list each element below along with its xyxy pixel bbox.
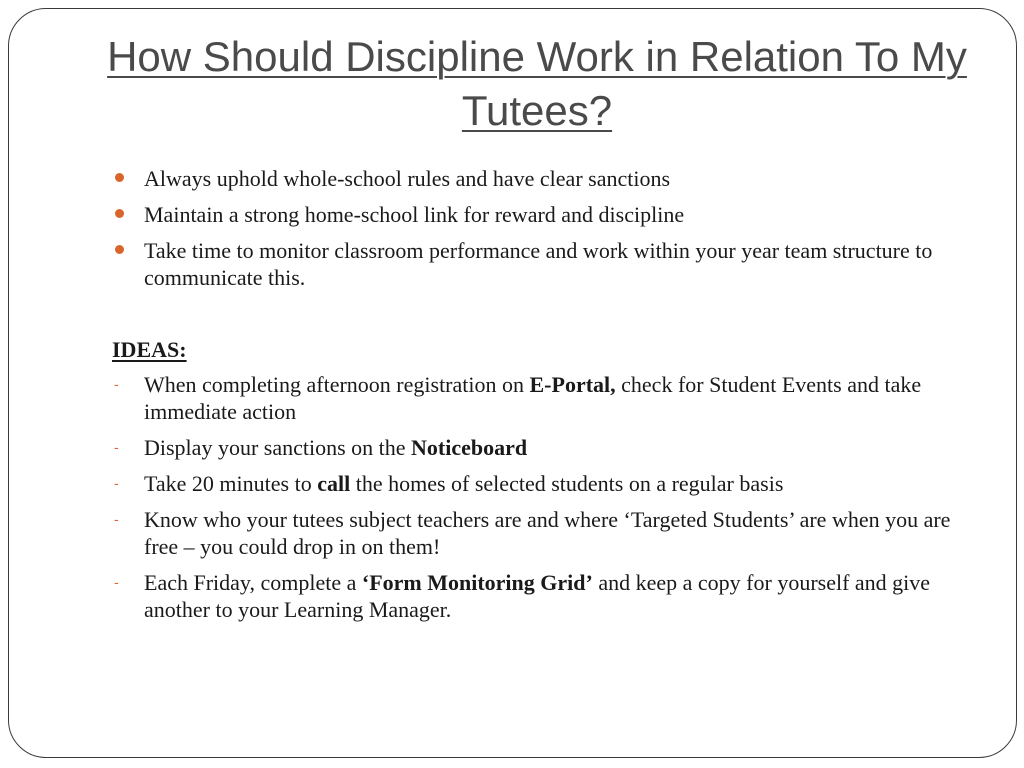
dash-bullet-icon: - [114, 511, 119, 527]
idea-text-pre: When completing afternoon registration on [144, 372, 530, 397]
ideas-list [112, 371, 962, 632]
bullet-item [112, 237, 962, 291]
idea-item [112, 434, 962, 461]
bullet-dot-icon [115, 209, 124, 218]
idea-item [112, 506, 962, 560]
idea-text-pre: Take 20 minutes to [144, 471, 318, 496]
bullet-text: Always uphold whole-school rules and have clear sanctions [144, 166, 671, 191]
bullet-list [112, 165, 962, 300]
idea-text-post: and keep a copy for yourself and give another to your Learning Manager. [144, 570, 931, 622]
slide-title [100, 30, 974, 138]
dash-bullet-icon: - [114, 439, 119, 455]
bullet-dot-icon [115, 245, 124, 254]
idea-item [112, 371, 962, 425]
idea-text-bold: Noticeboard [411, 435, 528, 460]
idea-text-post: the homes of selected students on a regular basis [350, 471, 784, 496]
idea-text-bold: E-Portal, [529, 372, 616, 397]
idea-item [112, 470, 962, 497]
bullet-text: Take time to monitor classroom performance and work within your year team structure to communicate this. [144, 238, 933, 290]
dash-bullet-icon: - [114, 574, 119, 590]
bullet-dot-icon [115, 173, 124, 182]
slide-title-text: How Should Discipline Work in Relation To My Tutees? [107, 33, 967, 134]
idea-item [112, 569, 962, 623]
bullet-item [112, 165, 962, 192]
idea-text-bold: call [317, 471, 351, 496]
idea-text-pre: Display your sanctions on the [144, 435, 412, 460]
idea-text-bold: ‘Form Monitoring Grid’ [361, 570, 593, 595]
idea-text-pre: Each Friday, complete a [144, 570, 362, 595]
dash-bullet-icon: - [114, 475, 119, 491]
ideas-heading: IDEAS: [112, 337, 187, 362]
bullet-item [112, 201, 962, 228]
bullet-text: Maintain a strong home-school link for reward and discipline [144, 202, 685, 227]
idea-text-pre: Know who your tutees subject teachers are and where ‘Targeted Students’ are when you are free – you could drop in on them! [144, 507, 951, 559]
dash-bullet-icon: - [114, 376, 119, 392]
idea-text-post: check for Student Events and take immediate action [144, 372, 922, 424]
